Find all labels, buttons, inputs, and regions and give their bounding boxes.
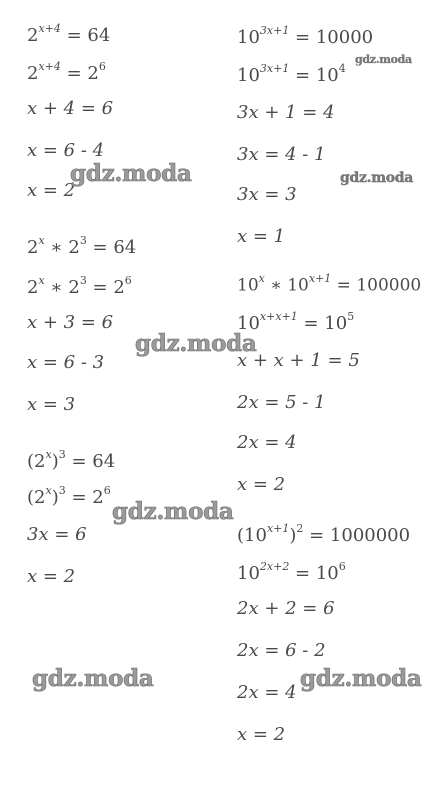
- eq-right-4: 3x = 4 - 1: [237, 144, 326, 165]
- eq-right-8: $10^{x+x+1} = 10^5$: [237, 310, 355, 334]
- watermark: gdz.moda: [112, 498, 234, 525]
- eq-left-4: x = 6 - 4: [27, 140, 105, 161]
- eq-right-3: 3x + 1 = 4: [237, 102, 335, 123]
- eq-right-16: 2x = 6 - 2: [237, 640, 326, 661]
- eq-left-13: 3x = 6: [27, 524, 87, 545]
- watermark: gdz.moda: [340, 170, 414, 186]
- watermark: gdz.moda: [300, 665, 422, 692]
- eq-left-1: $2^{x+4} = 64$: [27, 22, 111, 46]
- eq-left-11: $(2^x)^3 = 64$: [27, 448, 116, 472]
- watermark: gdz.moda: [135, 330, 257, 357]
- watermark: gdz.moda: [70, 160, 192, 187]
- eq-right-7: 10$^x$ ∗ $10^{x+1} = 100000$: [237, 272, 422, 296]
- eq-right-11: 2x = 4: [237, 432, 297, 453]
- eq-left-10: x = 3: [27, 394, 76, 415]
- eq-right-13: $(10^{x+1})^2 = 1000000$: [237, 522, 411, 546]
- eq-left-12: $(2^x)^3 = 2^6$: [27, 484, 111, 508]
- eq-right-9: x + x + 1 = 5: [237, 350, 360, 371]
- watermark: gdz.moda: [355, 53, 412, 66]
- eq-left-14: x = 2: [27, 566, 76, 587]
- eq-left-9: x = 6 - 3: [27, 352, 105, 373]
- eq-right-2: $10^{3x+1} = 10^4$: [237, 62, 346, 86]
- eq-right-1: $10^{3x+1} = 10000$: [237, 24, 374, 48]
- eq-left-6: 2$^x$ ∗ $2^3 = 64$: [27, 234, 137, 258]
- eq-left-8: x + 3 = 6: [27, 312, 114, 333]
- watermark: gdz.moda: [32, 665, 154, 692]
- eq-right-10: 2x = 5 - 1: [237, 392, 326, 413]
- eq-right-14: $10^{2x+2} = 10^6$: [237, 560, 346, 584]
- eq-right-6: x = 1: [237, 226, 286, 247]
- eq-right-12: x = 2: [237, 474, 286, 495]
- eq-right-18: x = 2: [237, 724, 286, 745]
- eq-right-5: 3x = 3: [237, 184, 297, 205]
- eq-right-15: 2x + 2 = 6: [237, 598, 335, 619]
- eq-left-3: x + 4 = 6: [27, 98, 114, 119]
- eq-left-7: 2$^x$ ∗ $2^3 = 2^6$: [27, 274, 132, 298]
- eq-left-2: $2^{x+4} = 2^6$: [27, 60, 106, 84]
- eq-left-5: x = 2: [27, 180, 76, 201]
- eq-right-17: 2x = 4: [237, 682, 297, 703]
